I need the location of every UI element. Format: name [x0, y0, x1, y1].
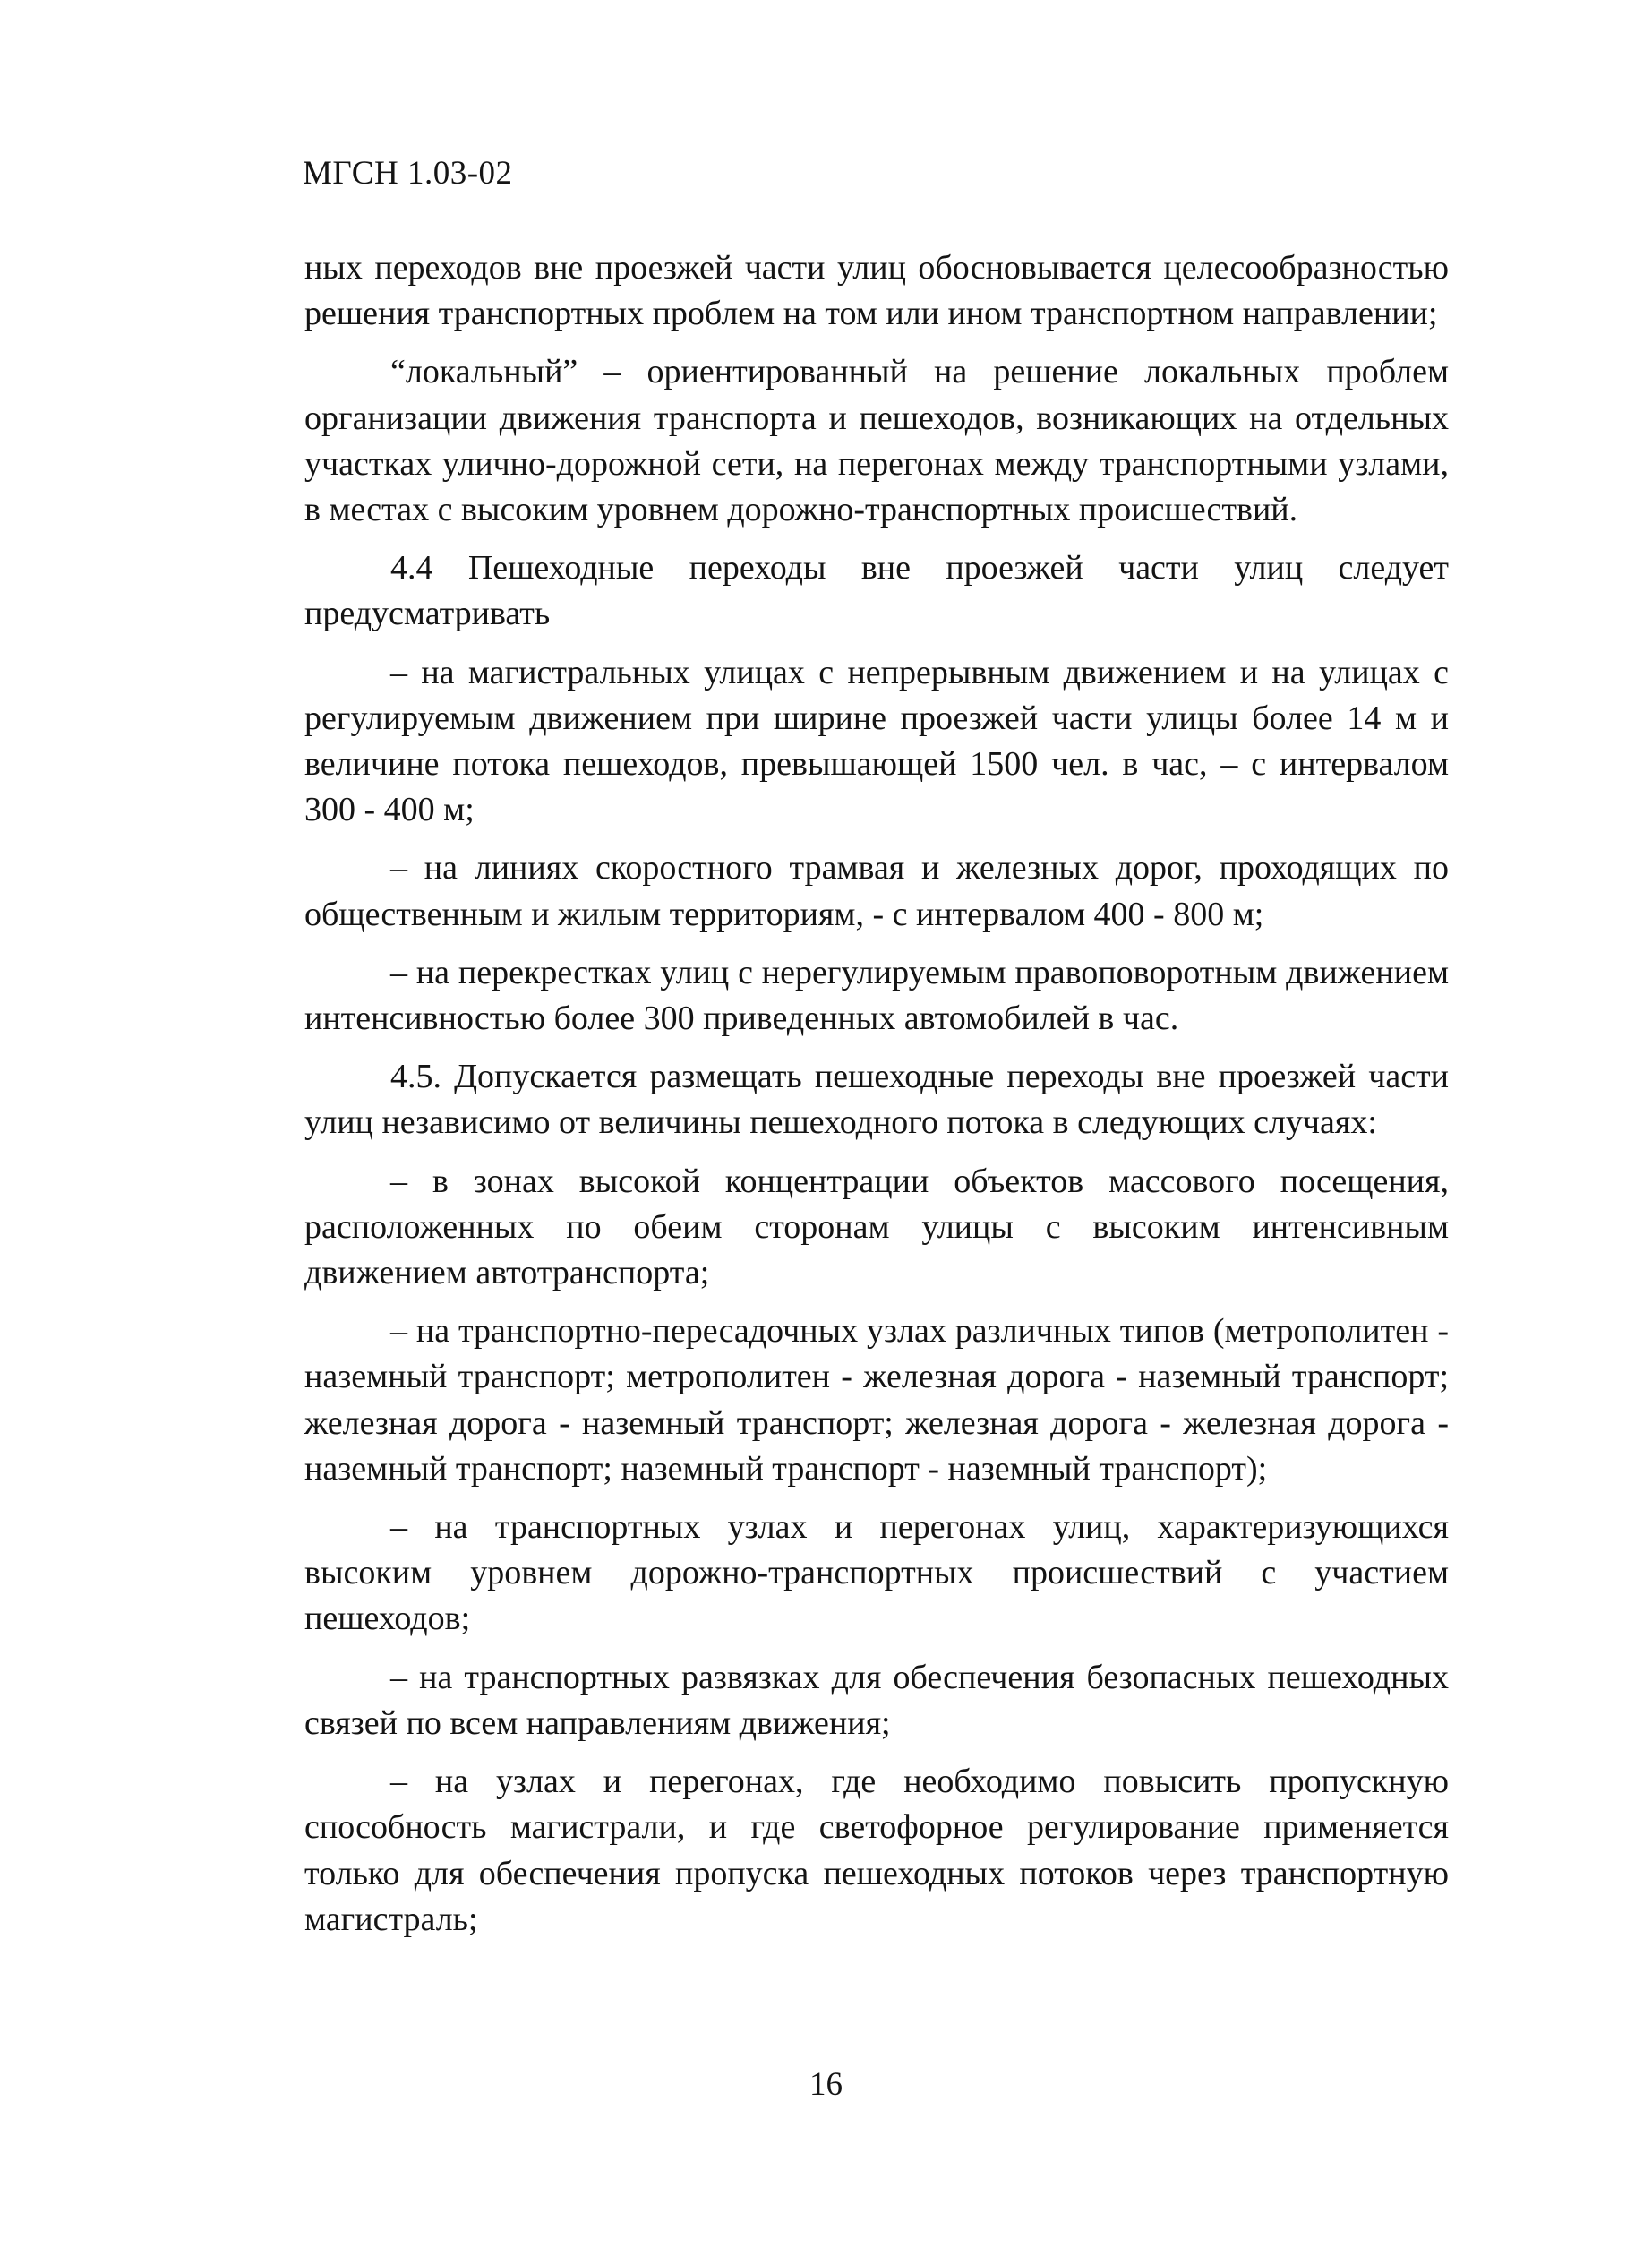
paragraph-6: – на перекрестках улиц с нерегулируемым правоповоротным движением интенсивностью более 300 приведенных автомобилей в час.	[304, 953, 1449, 1038]
document-body	[304, 245, 1449, 1955]
paragraph-3: 4.4 Пешеходные переходы вне проезжей части улиц следует предусматривать	[304, 549, 1449, 633]
paragraph-9: – на транспортно-пересадочных узлах различных типов (метрополитен - наземный транспорт; метрополитен - железная дорога - наземный транспорт; железная дорога - наземный транспорт; железная дорога - железная дорога - наземный транспорт; наземный транспорт - наземный транспорт);	[304, 1312, 1449, 1488]
paragraph-7: 4.5. Допускается размещать пешеходные переходы вне проезжей части улиц независимо от величины пешеходного потока в следующих случаях:	[304, 1058, 1449, 1142]
paragraph-12: – на узлах и перегонах, где необходимо повысить пропускную способность магистрали, и где светофорное регулирование применяется только для обеспечения пропуска пешеходных потоков через транспортную магистраль;	[304, 1763, 1449, 1938]
paragraph-4: – на магистральных улицах с непрерывным движением и на улицах с регулируемым движением при ширине проезжей части улицы более 14 м и величине потока пешеходов, превышающей 1500 чел. в час, – с интервалом 300 - 400 м;	[304, 653, 1449, 829]
paragraph-1: ных переходов вне проезжей части улиц обосновывается целесообразностью решения транспортных проблем на том или ином транспортном направлении;	[304, 249, 1449, 333]
paragraph-8: – в зонах высокой концентрации объектов массового посещения, расположенных по обеим сторонам улицы с высоким интенсивным движением автотранспорта;	[304, 1162, 1449, 1292]
paragraph-11: – на транспортных развязках для обеспечения безопасных пешеходных связей по всем направлениям движения;	[304, 1658, 1449, 1742]
paragraph-5: – на линиях скоростного трамвая и железных дорог, проходящих по общественным и жилым территориям, - с интервалом 400 - 800 м;	[304, 849, 1449, 933]
page-number: 16	[809, 2066, 843, 2103]
paragraph-10: – на транспортных узлах и перегонах улиц, характеризующихся высоким уровнем дорожно-транспортных происшествий с участием пешеходов;	[304, 1508, 1449, 1638]
document-code-header: МГСН 1.03-02	[303, 155, 513, 192]
paragraph-2: “локальный” – ориентированный на решение локальных проблем организации движения транспорта и пешеходов, возникающих на отдельных участках улично-дорожной сети, на перегонах между транспортными узлами, в местах с высоким уровнем дорожно-транспортных происшествий.	[304, 353, 1449, 529]
